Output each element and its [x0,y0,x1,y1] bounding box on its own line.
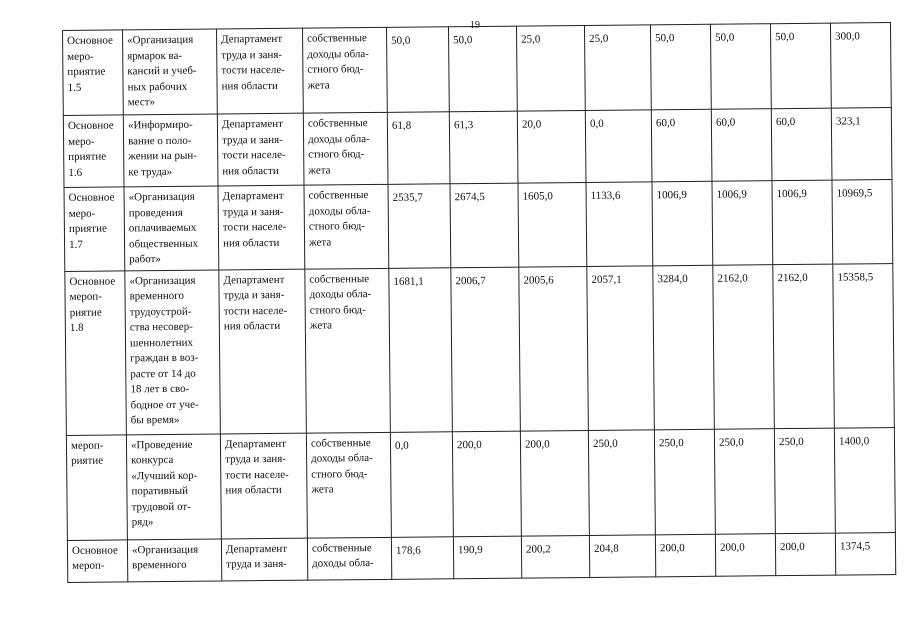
activity-code-cell: Основное меро- приятие 1.6 [63,115,124,188]
value-cell: 2674,5 [450,183,519,267]
value-cell: 20,0 [517,110,586,183]
activity-code-cell: Основное мероп- риятие 1.8 [65,270,127,435]
table-row [64,180,893,271]
program-activities-table [62,22,896,582]
value-cell: 178,6 [391,536,453,579]
value-cell: 250,0 [714,428,775,534]
activity-name-cell: «Информиро- вание о поло- жении на рын- ке труда» [123,114,218,187]
activity-name-cell: «Организация временного трудоустрой- ства несовер- шеннолетних граждан в воз- расте от 14 до 18 лет в сво- бодное от уче- бы время» [125,270,221,435]
value-cell: 25,0 [516,25,585,111]
funding-source-cell: собственные доходы обла- стного бюд- жета [302,27,387,113]
table-row [65,263,895,435]
executor-cell: Департамент труда и заня- [221,538,307,581]
value-cell: 250,0 [588,429,655,535]
value-cell: 200,2 [521,535,589,578]
activity-name-cell: «Организация проведения оплачиваемых общественных работ» [124,186,219,270]
value-cell: 1133,6 [586,182,653,266]
funding-source-cell: собственные доходы обла- стного бюд- жета [305,268,391,433]
activity-code-cell: Основное мероп- [67,539,127,582]
value-cell: 200,0 [775,533,835,576]
value-cell: 1006,9 [712,181,773,265]
value-cell: 1605,0 [518,182,587,266]
activity-code-cell: Основное меро- приятие 1.5 [63,30,124,116]
table-row [63,108,892,188]
funding-source-cell: собственные доходы обла- стного бюд- жета [306,432,391,538]
table-row [63,23,892,116]
total-cell: 1400,0 [834,427,895,533]
activity-code-cell: мероп- риятие [66,434,127,540]
value-cell: 60,0 [651,109,712,182]
executor-cell: Департамент труда и заня- тости населе- ния области [216,28,303,114]
value-cell: 3284,0 [653,265,715,430]
value-cell: 50,0 [710,24,771,110]
page-number: 19 [470,20,480,31]
value-cell: 200,0 [452,431,521,537]
value-cell: 2535,7 [388,184,451,268]
value-cell: 0,0 [390,431,453,537]
funding-source-cell: собственные доходы обла- стного бюд- жета [304,184,389,268]
value-cell: 50,0 [770,23,831,109]
value-cell: 61,8 [387,112,450,185]
value-cell: 0,0 [585,110,652,183]
value-cell: 60,0 [711,109,772,182]
value-cell: 2057,1 [587,265,655,430]
value-cell: 50,0 [448,26,517,112]
value-cell: 200,0 [715,533,775,576]
funding-source-cell: собственные доходы обла- стного бюд- жета [303,112,388,185]
value-cell: 200,0 [655,534,715,577]
activity-code-cell: Основное меро- приятие 1.7 [64,187,125,271]
value-cell: 50,0 [386,27,449,113]
value-cell: 2162,0 [713,264,775,429]
value-cell: 2162,0 [773,264,835,429]
value-cell: 1006,9 [772,180,833,264]
value-cell: 1006,9 [652,181,713,265]
value-cell: 2005,6 [519,266,589,431]
executor-cell: Департамент труда и заня- тости населе- ния области [217,113,304,186]
executor-cell: Департамент труда и заня- тости населе- ния области [219,269,307,434]
value-cell: 61,3 [449,111,518,184]
total-cell: 1374,5 [835,532,895,575]
value-cell: 204,8 [589,534,655,577]
table-row [67,532,895,582]
activity-name-cell: «Организация временного [127,538,221,581]
total-cell: 323,1 [831,108,892,181]
value-cell: 250,0 [774,428,835,534]
value-cell: 25,0 [584,25,651,111]
value-cell: 250,0 [654,429,715,535]
executor-cell: Департамент труда и заня- тости населе- ния области [220,433,307,539]
funding-source-cell: собственные доходы обла- [307,537,391,580]
value-cell: 190,9 [453,536,521,579]
value-cell: 1681,1 [389,267,453,432]
total-cell: 10969,5 [832,180,893,264]
value-cell: 200,0 [520,430,589,536]
value-cell: 60,0 [771,108,832,181]
total-cell: 15358,5 [833,263,895,428]
executor-cell: Департамент труда и заня- тости населе- ния области [218,185,305,269]
activity-name-cell: «Проведение конкурса «Лучший кор- поративный трудовой от- ряд» [126,433,221,539]
table-row [66,427,895,540]
total-cell: 300,0 [830,23,891,109]
value-cell: 50,0 [650,24,711,110]
activity-name-cell: «Организация ярмарок ва- кансий и учеб- ных рабочих мест» [123,29,218,115]
value-cell: 2006,7 [451,267,521,432]
